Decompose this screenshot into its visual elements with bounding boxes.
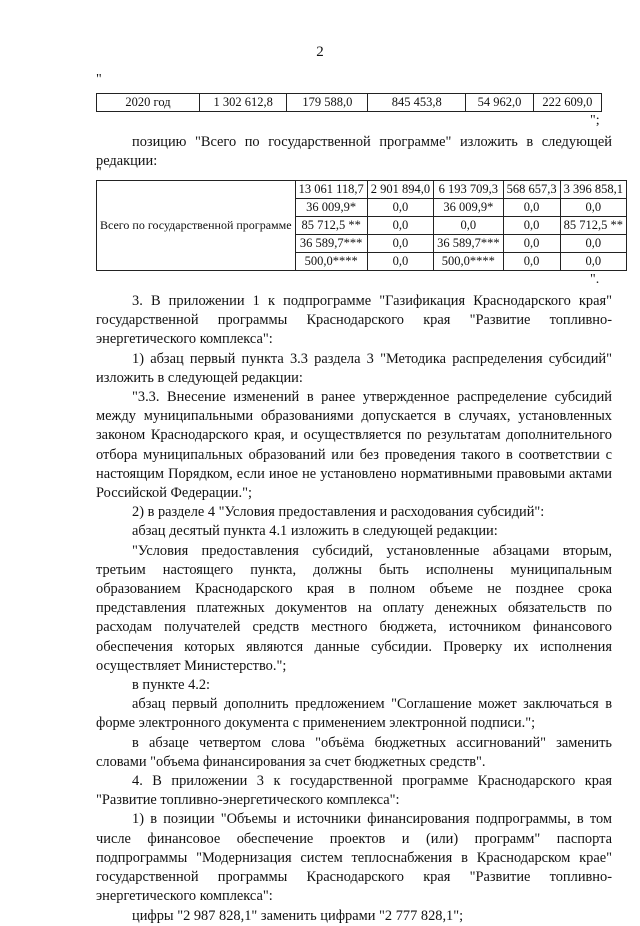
table-total <box>96 180 627 271</box>
paragraph: 3. В приложении 1 к подпрограмме "Газификация Краснодарского края" государственной программы Краснодарского края "Развитие топливно-энергетического комплекса": <box>96 293 612 348</box>
paragraph: в абзаце четвертом слова "объёма бюджетных ассигнований" заменить словами "объема финансирования за счет бюджетных средств". <box>96 734 612 770</box>
table-cell: 0,0 <box>503 199 560 217</box>
close-quote-mark: "; <box>590 113 600 128</box>
open-quote-mark: " <box>96 165 102 180</box>
amendments-text <box>96 292 612 926</box>
table-cell: 0,0 <box>560 199 626 217</box>
table-row <box>97 181 627 199</box>
table-cell: 36 589,7*** <box>295 235 367 253</box>
table-cell: 0,0 <box>503 235 560 253</box>
table-cell: 0,0 <box>434 217 504 235</box>
table-cell: 0,0 <box>367 253 433 271</box>
table-cell: 85 712,5 ** <box>295 217 367 235</box>
open-quote-mark: " <box>96 72 102 87</box>
paragraph: 2) в разделе 4 "Условия предоставления и расходования субсидий": <box>132 504 545 521</box>
table-row <box>97 94 602 112</box>
table-cell: 13 061 118,7 <box>295 181 367 199</box>
table-row-label: Всего по государственной программе <box>97 181 296 271</box>
table-cell: 2020 год <box>97 94 200 112</box>
table-cell: 1 302 612,8 <box>199 94 286 112</box>
table-cell: 2 901 894,0 <box>367 181 433 199</box>
table-2020 <box>96 93 602 112</box>
paragraph: "3.3. Внесение изменений в ранее утвержденное распределение субсидий между муниципальными образованиями допускается в случаях, установленных законом Краснодарского края, и осуществляется по результатам дополнительного отбора муниципальных образований или без проведения такого в соответствии с настоящим Порядком, если иное не установлено нормативными правовыми актами Российской Федерации."; <box>96 389 612 502</box>
table-cell: 0,0 <box>367 235 433 253</box>
table-cell: 222 609,0 <box>533 94 601 112</box>
table-cell: 0,0 <box>560 235 626 253</box>
close-quote-mark: ". <box>590 272 600 287</box>
table-cell: 568 657,3 <box>503 181 560 199</box>
table-cell: 85 712,5 ** <box>560 217 626 235</box>
table-cell: 0,0 <box>367 199 433 217</box>
body-text <box>96 133 612 171</box>
table-cell: 845 453,8 <box>368 94 466 112</box>
table-cell: 0,0 <box>367 217 433 235</box>
table-cell: 3 396 858,1 <box>560 181 626 199</box>
table-cell: 54 962,0 <box>466 94 534 112</box>
table-cell: 0,0 <box>560 253 626 271</box>
table-cell: 36 009,9* <box>434 199 504 217</box>
table-cell: 0,0 <box>503 217 560 235</box>
table-cell: 500,0**** <box>295 253 367 271</box>
table-cell: 0,0 <box>503 253 560 271</box>
paragraph-position: позицию "Всего по государственной программе" изложить в следующей редакции: <box>96 134 612 170</box>
paragraph: "Условия предоставления субсидий, установленные абзацами вторым, третьим настоящего пункта, должны быть исполнены муниципальным образованием Краснодарского края в полном объеме не позднее срока представления платежных документов на оплату денежных обязательств по расходам получателей средств местного бюджета, источником финансового обеспечения которых являются данные субсидии. Проверку их исполнения осуществляет Министерство."; <box>96 542 612 674</box>
paragraph: 1) в позиции "Объемы и источники финансирования подпрограммы, в том числе финансовое обеспечение проектов и (или) программ" паспорта подпрограммы "Модернизация систем теплоснабжения в Краснодарском крае" государственной программы Краснодарского края "Развитие топливно-энергетического комплекса": <box>96 811 612 905</box>
table-cell: 179 588,0 <box>287 94 368 112</box>
paragraph: цифры "2 987 828,1" заменить цифрами "2 777 828,1"; <box>132 907 464 924</box>
table-cell: 500,0**** <box>434 253 504 271</box>
table-cell: 36 009,9* <box>295 199 367 217</box>
table-cell: 6 193 709,3 <box>434 181 504 199</box>
paragraph: 4. В приложении 3 к государственной программе Краснодарского края "Развитие топливно-энергетического комплекса": <box>96 773 612 809</box>
page-number: 2 <box>316 44 324 60</box>
paragraph: в пункте 4.2: <box>132 677 211 694</box>
paragraph: абзац первый дополнить предложением "Соглашение может заключаться в форме электронного документа с применением электронной подписи."; <box>96 696 612 732</box>
paragraph: абзац десятый пункта 4.1 изложить в следующей редакции: <box>132 523 498 540</box>
paragraph: 1) абзац первый пункта 3.3 раздела 3 "Методика распределения субсидий" изложить в следующей редакции: <box>96 350 612 386</box>
table-cell: 36 589,7*** <box>434 235 504 253</box>
